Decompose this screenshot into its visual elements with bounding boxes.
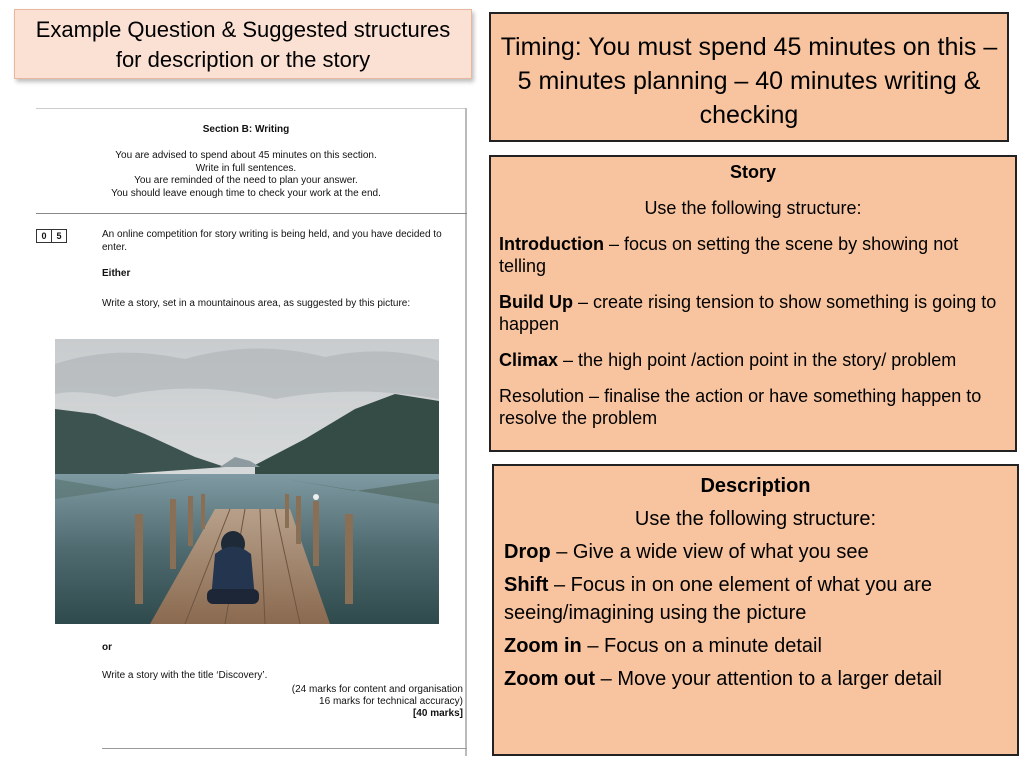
- either-label: Either: [102, 268, 131, 279]
- exam-instructions: [36, 150, 456, 200]
- exam-instruction: Write in full sentences.: [195, 162, 297, 174]
- story-item-text: – focus on setting the scene by showing not telling: [499, 234, 959, 276]
- exam-instruction: You are advised to spend about 45 minutes on this section.: [115, 150, 377, 161]
- description-item-term: Drop: [504, 541, 551, 563]
- option1-text: Write a story, set in a mountainous area, as suggested by this picture:: [102, 298, 411, 309]
- timing-panel: [489, 12, 1009, 142]
- timing-text: Timing: You must spend 45 minutes on this – 5 minutes planning – 40 minutes writing & checking: [500, 33, 998, 129]
- description-item: [504, 665, 1007, 693]
- question-number-digit: 5: [51, 229, 67, 243]
- description-heading: Description: [700, 475, 811, 497]
- story-item-text: – create rising tension to show something is going to happen: [499, 292, 997, 334]
- story-intro: Use the following structure:: [644, 198, 862, 218]
- story-item-term: Climax: [499, 350, 559, 370]
- story-item: [499, 349, 1007, 371]
- description-item-term: Zoom out: [504, 668, 596, 690]
- description-intro: Use the following structure:: [634, 508, 877, 530]
- description-item: [504, 632, 1007, 660]
- divider: [36, 213, 467, 214]
- exam-paper-excerpt: [36, 108, 467, 756]
- story-item-term: Build Up: [499, 292, 573, 312]
- divider: [465, 108, 467, 756]
- story-item-text: – the high point /action point in the story/ problem: [558, 350, 957, 370]
- exam-section-title: Section B: Writing: [202, 124, 290, 135]
- slide-title: [14, 9, 472, 79]
- description-panel: [492, 464, 1019, 756]
- divider: [102, 748, 467, 749]
- marks-line: (24 marks for content and organisation: [291, 684, 463, 695]
- description-item-text: – Move your attention to a larger detail: [595, 668, 942, 690]
- divider: [36, 108, 467, 109]
- story-panel: [489, 155, 1017, 452]
- or-label: or: [102, 642, 112, 653]
- description-item-text: – Focus on a minute detail: [581, 635, 822, 657]
- description-item: [504, 571, 1007, 627]
- slide-title-line1: Example Question & Suggested structures: [35, 17, 451, 42]
- slide-title-line2: for description or the story: [115, 47, 371, 72]
- question-number-digit: 0: [36, 229, 52, 243]
- exam-instruction: You are reminded of the need to plan your answer.: [134, 175, 358, 186]
- story-item: [499, 385, 1007, 429]
- story-item: [499, 233, 1007, 277]
- question-number: [36, 229, 66, 243]
- lake-jetty-photo: [55, 339, 439, 624]
- story-heading: Story: [729, 162, 776, 182]
- marks-total: [40 marks]: [412, 708, 463, 719]
- story-item-term: Introduction: [499, 234, 604, 254]
- story-item: [499, 291, 1007, 335]
- option2-text: Write a story with the title ‘Discovery’.: [102, 670, 268, 681]
- description-item: [504, 538, 1007, 566]
- question-text: An online competition for story writing is being held, and you have decided to enter.: [102, 229, 442, 253]
- marks-allocation: [292, 684, 463, 720]
- description-item-text: – Focus in on one element of what you are seeing/imagining using the picture: [504, 574, 933, 624]
- description-item-text: – Give a wide view of what you see: [550, 541, 869, 563]
- description-item-term: Shift: [504, 574, 549, 596]
- exam-instruction: You should leave enough time to check your work at the end.: [111, 187, 381, 199]
- description-item-term: Zoom in: [504, 635, 582, 657]
- story-item-text: Resolution – finalise the action or have something happen to resolve the problem: [499, 386, 982, 428]
- marks-line: 16 marks for technical accuracy): [319, 696, 463, 707]
